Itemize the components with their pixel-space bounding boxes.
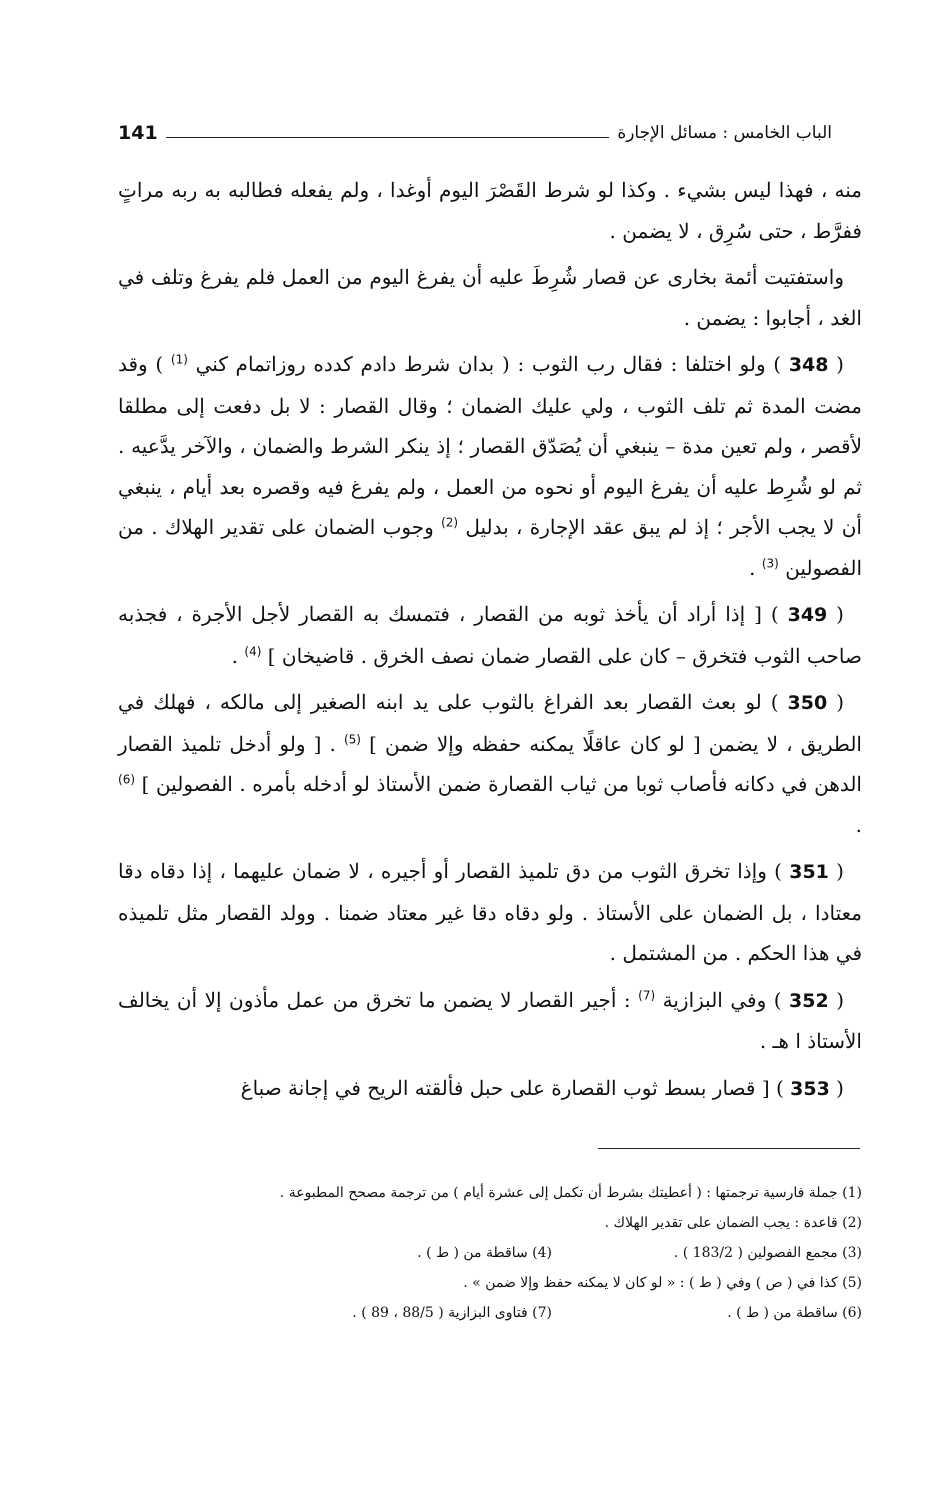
paragraph — [118, 170, 862, 251]
paren-open: ( — [829, 1075, 844, 1100]
footnote-1: (1) جملة فارسية ترجمتها : ( أعطيتك بشرط أن تكمل إلى عشرة أيام ) من ترجمة مصحح المطبوعة . — [279, 1185, 862, 1201]
footnotes — [118, 1178, 862, 1328]
paren-open: ( — [827, 690, 844, 714]
footnote-4: (4) ساقطة من ( ط ) . — [417, 1245, 552, 1261]
footnote-ref[interactable]: (7) — [638, 987, 656, 1002]
footnote-ref[interactable]: (6) — [118, 772, 136, 787]
paragraph-350 — [118, 682, 862, 845]
paragraph-text: ) لو بعث القصار بعد الفراغ بالثوب على يد ابنه الصغير إلى مالكه ، فهلك في الطريق ، لا يضمن [ لو كان عاقلًا يمكنه حفظه وإلا ضمن ] — [118, 690, 862, 756]
footnote-ref[interactable]: (5) — [343, 731, 361, 746]
page-number: 141 — [118, 122, 158, 144]
paragraph-text: . — [855, 812, 862, 837]
paragraph-348 — [118, 344, 862, 588]
paragraph-text: ) ولو اختلفا : فقال رب الثوب : ( بدان شرط دادم كدده روزاتمام كني — [187, 352, 789, 376]
footnote-7: (7) فتاوى البزازية ( 88/5 ، 89 ) . — [352, 1305, 552, 1321]
footnote-6: (6) ساقطة من ( ط ) . — [727, 1305, 862, 1321]
paren-open: ( — [828, 859, 844, 883]
paren-open: ( — [827, 602, 844, 626]
paren-open: ( — [828, 352, 844, 376]
paragraph-349 — [118, 594, 862, 676]
paragraph-text: . — [749, 555, 762, 580]
paragraph-352 — [118, 980, 862, 1062]
paragraph-text: ) وفي البزازية — [655, 987, 790, 1012]
paragraph-text: . — [231, 643, 245, 668]
main-text — [118, 170, 862, 1115]
footnote-3: (3) مجمع الفصولين ( 183/2 ) . — [673, 1245, 862, 1261]
paragraph — [118, 257, 862, 338]
paragraph-number: 353 — [790, 1077, 830, 1100]
footnote-separator — [598, 1148, 860, 1149]
paragraph-number: 349 — [787, 604, 828, 626]
running-header — [118, 116, 832, 150]
paragraph-number: 352 — [789, 989, 829, 1012]
paragraph-number: 350 — [787, 692, 828, 714]
paragraph-text: ) وإذا تخرق الثوب من دق تلميذ القصار أو أجيره ، لا ضمان عليهما ، إذا دقاه دقا معتادا ، بل الضمان على الأستاذ . ولو دقاه دقا غير معتاد ضمنا . وولد القصار مثل تلميذه في هذا الحكم . من المشتمل . — [118, 859, 862, 965]
paragraph-text: : أجير القصار لا يضمن ما تخرق من عمل مأذون إلا أن يخالف الأستاذ ا هـ . — [118, 987, 862, 1053]
footnote-ref[interactable]: (2) — [441, 515, 459, 530]
footnote-ref[interactable]: (4) — [244, 643, 262, 658]
footnote-ref[interactable]: (1) — [170, 352, 188, 367]
footnote-ref[interactable]: (3) — [761, 555, 779, 570]
paren-open: ( — [828, 987, 844, 1012]
paragraph-text: . [ ولو أدخل تلميذ القصار الدهن في دكانه فأصاب ثوبا من ثياب القصارة ضمن الأستاذ لو أدخله بأمره . الفصولين ] — [118, 731, 862, 796]
paragraph-text: ) وقد مضت المدة ثم تلف الثوب ، ولي عليك الضمان ؛ وقال القصار : لا بل دفعت إلى مطلقا لأقصر ، ولم تعين مدة – ينبغي أن يُصَدّق القصار ؛ إذ ينكر الشرط والضمان ، والآخر يدَّعيه . ثم لو شُرِط عليه أن يفرغ اليوم أو نحوه من العمل ، ولم يفرغ فيه وقصره بعد أيام ، ينبغي أن لا يجب الأجر ؛ إذ لم يبق عقد الإجارة ، بدليل — [118, 352, 862, 539]
paragraph-text: وجوب الضمان على تقدير الهلاك . من الفصولين — [118, 515, 862, 580]
paragraph-text: ) [ إذا أراد أن يأخذ ثوبه من القصار ، فتمسك به القصار لأجل الأجرة ، فجذبه صاحب الثوب فتخرق – كان على القصار ضمان نصف الخرق . قاضيخان ] — [118, 602, 862, 668]
paragraph-353 — [118, 1068, 862, 1110]
paragraph-number: 351 — [789, 861, 829, 883]
paragraph-text: منه ، فهذا ليس بشيء . وكذا لو شرط القَصْرَ اليوم أوغدا ، ولم يفعله فطالبه به ربه مراتٍ ففرَّط ، حتى سُرِق ، لا يضمن . — [118, 178, 862, 243]
paragraph-number: 348 — [788, 354, 829, 376]
footnote-row — [118, 1238, 862, 1268]
paragraph-text: ) [ قصار بسط ثوب القصارة على حبل فألقته الريح في إجانة صباغ — [240, 1075, 791, 1100]
chapter-title: الباب الخامس : مسائل الإجارة — [617, 123, 832, 143]
footnote-row — [118, 1298, 862, 1328]
footnote-5: (5) كذا في ( ص ) وفي ( ط ) : « لو كان لا يمكنه حفظ وإلا ضمن » . — [463, 1275, 862, 1291]
header-rule — [166, 137, 610, 138]
paragraph-351 — [118, 851, 862, 974]
paragraph-text: واستفتيت أئمة بخارى عن قصار شُرِطَ عليه أن يفرغ اليوم من العمل فلم يفرغ وتلف في الغد ، أجابوا : يضمن . — [118, 265, 862, 330]
footnote-2: (2) قاعدة : يجب الضمان على تقدير الهلاك . — [604, 1215, 862, 1231]
